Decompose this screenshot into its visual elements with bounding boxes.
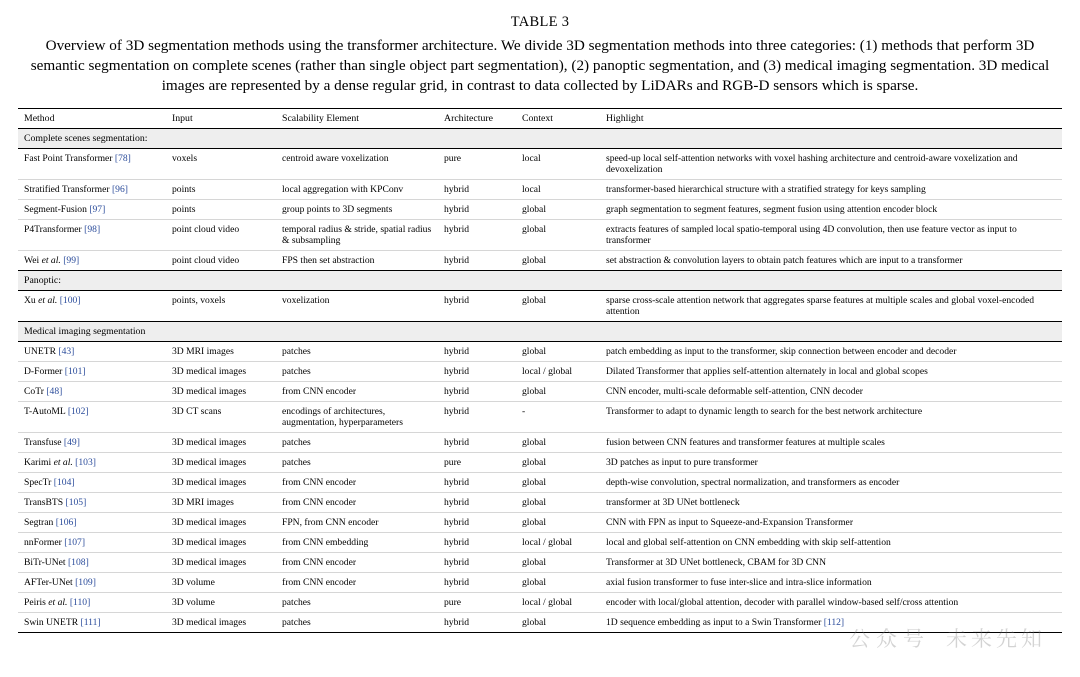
- method-etal: et al.: [41, 255, 61, 267]
- table-row: [18, 493, 1062, 513]
- cell-context: global: [516, 573, 600, 593]
- citation-link[interactable]: [97]: [89, 204, 106, 216]
- method-name: P4Transformer: [24, 224, 82, 236]
- cell-method: [18, 533, 166, 553]
- table-row: [18, 220, 1062, 251]
- cell-context: global: [516, 613, 600, 633]
- citation-link[interactable]: [49]: [63, 437, 80, 449]
- cell-scalability: voxelization: [282, 295, 330, 307]
- cell-scalability: patches: [282, 346, 311, 358]
- table-row: [18, 291, 1062, 322]
- method-etal: et al.: [53, 457, 73, 469]
- cell-highlight: Transformer at 3D UNet bottleneck, CBAM for 3D CNN: [600, 553, 1062, 573]
- table-caption: Overview of 3D segmentation methods using the transformer architecture. We divide 3D segmentation methods into three categories: (1) methods that perform 3D semantic segmentation on complete scenes (rather than single object part segmentation), (2) panoptic segmentation, and (3) medical imaging segmentation. 3D medical images are represented by a dense regular grid, in contrast to data collected by LiDARs and RGB-D sensors which is sparse.: [30, 37, 1050, 95]
- cell-context: global: [516, 251, 600, 271]
- cell-scalability: patches: [276, 593, 438, 613]
- cell-method: [18, 613, 166, 633]
- cell-context: local / global: [516, 593, 600, 613]
- citation-link[interactable]: [110]: [69, 597, 91, 609]
- column-header-architecture: Architecture: [438, 109, 516, 129]
- table-head: [18, 109, 1062, 129]
- method-name: UNETR: [24, 346, 56, 358]
- cell-architecture: hybrid: [438, 200, 516, 220]
- cell-architecture: hybrid: [444, 295, 470, 307]
- cell-scalability: from CNN encoder: [276, 493, 438, 513]
- cell-input: 3D medical images: [166, 433, 276, 453]
- cell-architecture: hybrid: [444, 346, 470, 358]
- watermark-text-1: 公众号: [849, 628, 930, 651]
- cell-context: global: [516, 382, 600, 402]
- cell-method: [18, 382, 166, 402]
- column-header-highlight: Highlight: [600, 109, 1062, 129]
- watermark-text-2: 未来先知: [946, 628, 1046, 651]
- cell-highlight: CNN with FPN as input to Squeeze-and-Expansion Transformer: [600, 513, 1062, 533]
- cell-method: [18, 291, 166, 322]
- cell-architecture: hybrid: [438, 553, 516, 573]
- table-section-header: [18, 271, 1062, 291]
- table-row: [18, 362, 1062, 382]
- method-name: Fast Point Transformer: [24, 153, 113, 165]
- cell-method: [18, 251, 166, 271]
- column-header-context: Context: [516, 109, 600, 129]
- method-name: Peiris: [24, 597, 49, 609]
- cell-input: 3D MRI images: [172, 346, 234, 358]
- cell-architecture: hybrid: [438, 573, 516, 593]
- cell-input: voxels: [172, 153, 198, 165]
- methods-table: [18, 108, 1062, 633]
- cell-input: 3D medical images: [166, 362, 276, 382]
- cell-context: local: [522, 153, 541, 165]
- table-row: [18, 433, 1062, 453]
- cell-method: [18, 342, 166, 362]
- citation-link[interactable]: [109]: [75, 577, 96, 589]
- method-etal: et al.: [48, 597, 68, 609]
- method-name: Karimi: [24, 457, 54, 469]
- cell-context: global: [516, 553, 600, 573]
- cell-method: [18, 149, 166, 180]
- column-header-scalability: Scalability Element: [276, 109, 438, 129]
- cell-scalability: patches: [276, 433, 438, 453]
- method-name: CoTr: [24, 386, 44, 398]
- cell-input: points: [166, 200, 276, 220]
- cell-method: [18, 362, 166, 382]
- cell-context: global: [522, 295, 546, 307]
- table-row: [18, 200, 1062, 220]
- cell-context: global: [516, 513, 600, 533]
- cell-highlight: transformer-based hierarchical structure with a stratified strategy for keys sampling: [600, 180, 1062, 200]
- table-row: [18, 180, 1062, 200]
- method-name: T-AutoML: [24, 406, 66, 418]
- cell-scalability: local aggregation with KPConv: [276, 180, 438, 200]
- table-row: [18, 593, 1062, 613]
- cell-method: [18, 493, 166, 513]
- method-name: TransBTS: [24, 497, 64, 509]
- cell-input: 3D volume: [166, 593, 276, 613]
- cell-highlight: encoder with local/global attention, decoder with parallel window-based self/cross attention: [600, 593, 1062, 613]
- cell-highlight: depth-wise convolution, spectral normalization, and transformers as encoder: [600, 473, 1062, 493]
- citation-link[interactable]: [104]: [53, 477, 75, 489]
- cell-highlight: CNN encoder, multi-scale deformable self-attention, CNN decoder: [600, 382, 1062, 402]
- cell-highlight: graph segmentation to segment features, segment fusion using attention encoder block: [600, 200, 1062, 220]
- cell-architecture: hybrid: [438, 382, 516, 402]
- cell-method: [18, 453, 166, 473]
- cell-architecture: hybrid: [438, 493, 516, 513]
- cell-input: 3D CT scans: [166, 402, 276, 433]
- table-row: [18, 342, 1062, 362]
- cell-architecture: hybrid: [438, 180, 516, 200]
- cell-highlight: sparse cross-scale attention network that aggregates sparse features at multiple scales and global voxel-encoded attention: [606, 295, 1035, 318]
- table-row: [18, 473, 1062, 493]
- citation-link[interactable]: [100]: [59, 295, 81, 307]
- cell-highlight: Dilated Transformer that applies self-attention alternately in local and global scopes: [600, 362, 1062, 382]
- cell-context: global: [516, 473, 600, 493]
- table-section-title: Complete scenes segmentation:: [18, 129, 1062, 149]
- cell-highlight: fusion between CNN features and transformer features at multiple scales: [600, 433, 1062, 453]
- cell-scalability: from CNN encoder: [276, 573, 438, 593]
- cell-method: [18, 200, 166, 220]
- cell-scalability: from CNN embedding: [276, 533, 438, 553]
- cell-method: [18, 593, 166, 613]
- cell-architecture: pure: [444, 153, 462, 165]
- cell-method: [18, 513, 166, 533]
- cell-architecture: hybrid: [438, 362, 516, 382]
- method-name: Stratified Transformer: [24, 184, 110, 196]
- citation-link[interactable]: [78]: [114, 153, 131, 165]
- cell-highlight: axial fusion transformer to fuse inter-slice and intra-slice information: [600, 573, 1062, 593]
- citation-link[interactable]: [111]: [80, 617, 101, 629]
- cell-context: global: [516, 433, 600, 453]
- cell-scalability: group points to 3D segments: [276, 200, 438, 220]
- citation-link[interactable]: [112]: [823, 617, 845, 629]
- cell-architecture: hybrid: [438, 402, 516, 433]
- cell-scalability: from CNN encoder: [276, 473, 438, 493]
- cell-architecture: hybrid: [438, 613, 516, 633]
- table-header-row: [18, 109, 1062, 129]
- cell-highlight: speed-up local self-attention networks with voxel hashing architecture and centroid-aware voxelization and devoxelization: [606, 153, 1018, 176]
- table-row: [18, 382, 1062, 402]
- cell-scalability: centroid aware voxelization: [282, 153, 389, 165]
- cell-context: global: [516, 493, 600, 513]
- cell-input: point cloud video: [166, 220, 276, 251]
- cell-highlight: patch embedding as input to the transformer, skip connection between encoder and decoder: [606, 346, 957, 358]
- cell-input: 3D medical images: [166, 453, 276, 473]
- cell-input: 3D MRI images: [166, 493, 276, 513]
- cell-context: global: [516, 453, 600, 473]
- cell-architecture: hybrid: [438, 533, 516, 553]
- column-header-input: Input: [166, 109, 276, 129]
- cell-input: 3D medical images: [166, 533, 276, 553]
- citation-link[interactable]: [103]: [75, 457, 96, 469]
- cell-architecture: hybrid: [438, 473, 516, 493]
- cell-method: [18, 553, 166, 573]
- cell-highlight: set abstraction & convolution layers to obtain patch features which are input to a transformer: [600, 251, 1062, 271]
- cell-scalability: encodings of architectures, augmentation, hyperparameters: [276, 402, 438, 433]
- table-row: [18, 573, 1062, 593]
- cell-context: global: [522, 346, 546, 358]
- cell-method: [18, 573, 166, 593]
- citation-link[interactable]: [99]: [63, 255, 80, 267]
- cell-architecture: hybrid: [438, 220, 516, 251]
- citation-link[interactable]: [43]: [58, 346, 75, 358]
- cell-input: point cloud video: [166, 251, 276, 271]
- cell-architecture: pure: [438, 593, 516, 613]
- cell-highlight: 3D patches as input to pure transformer: [600, 453, 1062, 473]
- table-row: [18, 402, 1062, 433]
- cell-highlight: local and global self-attention on CNN embedding with skip self-attention: [600, 533, 1062, 553]
- method-name: Segtran: [24, 517, 54, 529]
- cell-method: [18, 402, 166, 433]
- cell-architecture: hybrid: [438, 251, 516, 271]
- citation-link[interactable]: [106]: [55, 517, 77, 529]
- cell-scalability: patches: [276, 362, 438, 382]
- cell-scalability: from CNN encoder: [276, 553, 438, 573]
- cell-scalability: from CNN encoder: [276, 382, 438, 402]
- cell-highlight: extracts features of sampled local spatio-temporal using 4D convolution, then use feature vector as input to transformer: [600, 220, 1062, 251]
- cell-scalability: temporal radius & stride, spatial radius & subsampling: [276, 220, 438, 251]
- method-name: Wei: [24, 255, 42, 267]
- table-row: [18, 613, 1062, 633]
- cell-context: -: [516, 402, 600, 433]
- table-row: [18, 149, 1062, 180]
- table-section-header: [18, 129, 1062, 149]
- column-header-method: Method: [18, 109, 166, 129]
- table-row: [18, 251, 1062, 271]
- cell-method: [18, 220, 166, 251]
- cell-scalability: FPN, from CNN encoder: [276, 513, 438, 533]
- method-name: Swin UNETR: [24, 617, 79, 629]
- method-name: Segment-Fusion: [24, 204, 87, 216]
- citation-link[interactable]: [102]: [67, 406, 89, 418]
- cell-scalability: patches: [276, 453, 438, 473]
- cell-architecture: hybrid: [438, 513, 516, 533]
- cell-scalability: patches: [276, 613, 438, 633]
- cell-input: 3D volume: [166, 573, 276, 593]
- cell-input: 3D medical images: [166, 613, 276, 633]
- cell-input: 3D medical images: [166, 513, 276, 533]
- citation-link[interactable]: [96]: [111, 184, 128, 196]
- cell-input: points, voxels: [172, 295, 226, 307]
- table-section-title: Panoptic:: [18, 271, 1062, 291]
- citation-link[interactable]: [107]: [64, 537, 86, 549]
- cell-input: 3D medical images: [166, 553, 276, 573]
- method-name: D-Former: [24, 366, 63, 378]
- table-row: [18, 533, 1062, 553]
- citation-link[interactable]: [101]: [64, 366, 86, 378]
- table-body: [18, 129, 1062, 633]
- cell-input: 3D medical images: [166, 473, 276, 493]
- citation-link[interactable]: [48]: [46, 386, 63, 398]
- method-name: nnFormer: [24, 537, 62, 549]
- citation-link[interactable]: [108]: [67, 557, 89, 569]
- method-name: SpecTr: [24, 477, 52, 489]
- cell-highlight: Transformer to adapt to dynamic length to search for the best network architecture: [600, 402, 1062, 433]
- cell-method: [18, 473, 166, 493]
- table-section-title: Medical imaging segmentation: [18, 322, 1062, 342]
- method-name: Xu: [24, 295, 39, 307]
- table-row: [18, 553, 1062, 573]
- cell-input: 3D medical images: [166, 382, 276, 402]
- method-name: BiTr-UNet: [24, 557, 66, 569]
- cell-context: local / global: [516, 533, 600, 553]
- cell-method: [18, 433, 166, 453]
- table-row: [18, 453, 1062, 473]
- cell-context: global: [516, 200, 600, 220]
- cell-architecture: pure: [438, 453, 516, 473]
- method-name: AFTer-UNet: [24, 577, 73, 589]
- cell-scalability: FPS then set abstraction: [276, 251, 438, 271]
- table-number: TABLE 3: [510, 14, 570, 30]
- cell-method: [18, 180, 166, 200]
- cell-context: global: [516, 220, 600, 251]
- method-etal: et al.: [38, 295, 58, 307]
- table-section-header: [18, 322, 1062, 342]
- table-row: [18, 513, 1062, 533]
- cell-input: points: [166, 180, 276, 200]
- method-name: Transfuse: [24, 437, 62, 449]
- cell-architecture: hybrid: [438, 433, 516, 453]
- cell-highlight: 1D sequence embedding as input to a Swin Transformer [112]: [600, 613, 1062, 633]
- cell-context: local: [516, 180, 600, 200]
- citation-link[interactable]: [105]: [65, 497, 87, 509]
- citation-link[interactable]: [98]: [84, 224, 101, 236]
- cell-context: local / global: [516, 362, 600, 382]
- cell-highlight: transformer at 3D UNet bottleneck: [600, 493, 1062, 513]
